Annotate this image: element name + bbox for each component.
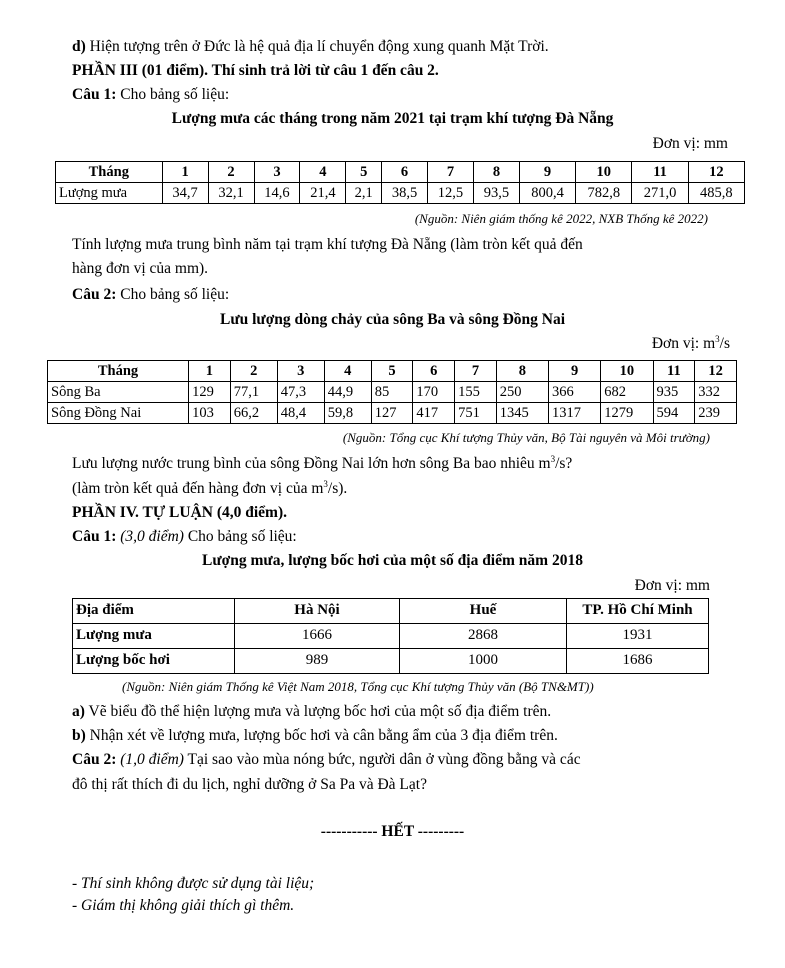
item-d-text: Hiện tượng trên ở Đức là hệ quả địa lí chuyển động xung quanh Mặt Trời.: [85, 38, 549, 55]
end-marker: [0, 823, 785, 841]
essay-question-1: [72, 528, 297, 546]
table3-cell: Lượng mưa: [73, 624, 235, 649]
question-2-ask-suffix: /s?: [555, 455, 573, 472]
table1-cell: 271,0: [632, 183, 688, 204]
table2-header-cell: 6: [413, 361, 455, 382]
task-a-text: Vẽ biểu đồ thể hiện lượng mưa và lượng bốc hơi của một số địa điểm trên.: [84, 703, 552, 720]
table2-cell: 366: [549, 382, 601, 403]
note-1: [72, 875, 314, 893]
table2-cell: 127: [371, 403, 413, 424]
table3-row: [73, 649, 709, 674]
table3-cell: 989: [235, 649, 400, 674]
question-1-ask-line-1: Tính lượng mưa trung bình năm tại trạm khí tượng Đà Nẵng (làm tròn kết quả đến: [72, 236, 583, 253]
table2-title: [0, 311, 785, 329]
item-d-label: d): [72, 38, 86, 55]
note-1-text: - Thí sinh không được sử dụng tài liệu;: [72, 875, 315, 892]
table1-header-cell: 5: [346, 162, 382, 183]
table2-cell: 1345: [496, 403, 548, 424]
table2-cell: 47,3: [277, 382, 324, 403]
table3-header-cell: TP. Hồ Chí Minh: [567, 599, 709, 624]
table1-cell: 21,4: [300, 183, 346, 204]
table2-header-cell: 9: [549, 361, 601, 382]
table1-header-cell: 4: [300, 162, 346, 183]
table2-cell: 417: [413, 403, 455, 424]
table2-unit-text: Đơn vị: m: [651, 335, 716, 352]
essay-question-2-label: Câu 2:: [72, 751, 117, 768]
table2-header-cell: 8: [496, 361, 548, 382]
table3-title: [0, 552, 785, 570]
table2-cell: 751: [455, 403, 497, 424]
table2-header-cell: Tháng: [48, 361, 189, 382]
table2-header-cell: 4: [324, 361, 371, 382]
table1-cell: 782,8: [576, 183, 632, 204]
table1-cell: 14,6: [254, 183, 300, 204]
table3-row: [73, 624, 709, 649]
table2-cell: 77,1: [230, 382, 277, 403]
question-2-ask-line-2: [72, 480, 347, 498]
task-a-label: a): [72, 703, 85, 720]
part4-title: PHẦN IV. TỰ LUẬN (4,0 điểm).: [72, 504, 287, 521]
table1: [55, 161, 745, 204]
table2-unit-sup: 3: [715, 333, 720, 344]
table2-cell: 1317: [549, 403, 601, 424]
table1-cell: 485,8: [688, 183, 744, 204]
table3-header-cell: Hà Nội: [235, 599, 400, 624]
table2-header-cell: 11: [653, 361, 695, 382]
table2-header-cell: 10: [601, 361, 653, 382]
table3-cell: 1931: [567, 624, 709, 649]
table3-header-cell: Địa điểm: [73, 599, 235, 624]
table3: [72, 598, 709, 674]
essay-question-2-line-2: đô thị rất thích đi du lịch, nghỉ dưỡng ở Sa Pa và Đà Lạt?: [72, 776, 427, 793]
table3-cell: 2868: [400, 624, 567, 649]
table2-cell: 332: [695, 382, 737, 403]
essay-question-1-text: Cho bảng số liệu:: [183, 528, 297, 545]
table1-header-cell: 6: [382, 162, 428, 183]
table1-cell: Lượng mưa: [56, 183, 163, 204]
essay-question-1-points: (3,0 điểm): [116, 528, 184, 545]
question-1-label: Câu 1:: [72, 86, 117, 103]
question-2-text: Cho bảng số liệu:: [116, 286, 230, 303]
question-2-ask2-suffix: /s).: [327, 480, 348, 497]
table1-row: [56, 183, 745, 204]
table2-cell: 682: [601, 382, 653, 403]
table2-header-cell: 5: [371, 361, 413, 382]
table2-cell: 48,4: [277, 403, 324, 424]
table2-cell: 44,9: [324, 382, 371, 403]
table2-header-cell: 12: [695, 361, 737, 382]
table1-header-cell: 8: [473, 162, 519, 183]
essay-question-2-text: Tại sao vào mùa nóng bức, người dân ở vùng đồng bằng và các: [183, 751, 581, 768]
table2-cell: 155: [455, 382, 497, 403]
table2-cell: 1279: [601, 403, 653, 424]
table1-header-cell: 3: [254, 162, 300, 183]
question-2-ask2-text: (làm tròn kết quả đến hàng đơn vị của m: [72, 480, 324, 497]
table1-cell: 38,5: [382, 183, 428, 204]
table2-cell: 250: [496, 382, 548, 403]
table1-header-row: [56, 162, 745, 183]
table2-header-cell: 1: [189, 361, 231, 382]
table3-cell: 1000: [400, 649, 567, 674]
table1-header-cell: 7: [428, 162, 474, 183]
question-1-ask-line-2: hàng đơn vị của mm).: [72, 260, 209, 277]
task-b-label: b): [72, 727, 86, 744]
table2-unit: [0, 335, 730, 353]
table1-title-text: Lượng mưa các tháng trong năm 2021 tại trạm khí tượng Đà Nẵng: [171, 110, 614, 127]
table2-cell: Sông Ba: [48, 382, 189, 403]
table1-header-cell: 12: [688, 162, 744, 183]
note-2-text: - Giám thị không giải thích gì thêm.: [72, 897, 295, 914]
table2-cell: 129: [189, 382, 231, 403]
table3-cell: 1686: [567, 649, 709, 674]
table1-header-cell: 11: [632, 162, 688, 183]
end-marker-text: ----------- HẾT ---------: [320, 823, 465, 840]
table2-title-text: Lưu lượng dòng chảy của sông Ba và sông Đồng Nai: [219, 311, 566, 328]
table3-header-row: [73, 599, 709, 624]
question-1: [72, 86, 229, 104]
part4-heading: [72, 504, 287, 522]
question-2-ask-text: Lưu lượng nước trung bình của sông Đồng Nai lớn hơn sông Ba bao nhiêu m: [72, 455, 551, 472]
task-b-text: Nhận xét về lượng mưa, lượng bốc hơi và cân bằng ẩm của 3 địa điểm trên.: [85, 727, 558, 744]
table2-cell: 594: [653, 403, 695, 424]
table1-header-cell: 1: [162, 162, 208, 183]
table2-cell: 103: [189, 403, 231, 424]
table2: [47, 360, 737, 424]
table2-cell: Sông Đồng Nai: [48, 403, 189, 424]
table1-header-cell: 2: [208, 162, 254, 183]
question-2: [72, 286, 229, 304]
table1-cell: 2,1: [346, 183, 382, 204]
table2-cell: 66,2: [230, 403, 277, 424]
table2-cell: 85: [371, 382, 413, 403]
table2-header-row: [48, 361, 737, 382]
table3-header-cell: Huế: [400, 599, 567, 624]
essay-question-2-points: (1,0 điểm): [116, 751, 184, 768]
table1-unit: Đơn vị: mm: [652, 135, 728, 152]
table2-row: [48, 403, 737, 424]
table1-cell: 34,7: [162, 183, 208, 204]
table3-source: (Nguồn: Niên giám Thống kê Việt Nam 2018, Tổng cục Khí tượng Thủy văn (Bộ TN&MT)): [122, 679, 594, 694]
table2-header-cell: 2: [230, 361, 277, 382]
table2-header-cell: 3: [277, 361, 324, 382]
table1-cell: 12,5: [428, 183, 474, 204]
item-d: [72, 38, 549, 56]
table1-title: [0, 110, 785, 128]
table3-title-text: Lượng mưa, lượng bốc hơi của một số địa điểm năm 2018: [202, 552, 583, 569]
table2-source: (Nguồn: Tổng cục Khí tượng Thủy văn, Bộ Tài nguyên và Môi trường): [342, 430, 710, 445]
question-1-text: Cho bảng số liệu:: [116, 86, 230, 103]
table1-header-cell: 10: [576, 162, 632, 183]
table2-cell: 239: [695, 403, 737, 424]
table2-cell: 59,8: [324, 403, 371, 424]
table2-cell: 170: [413, 382, 455, 403]
part3-heading: [72, 62, 439, 80]
note-2: [72, 897, 294, 915]
table2-row: [48, 382, 737, 403]
essay-question-2: [72, 751, 581, 769]
question-2-ask-line-1: [72, 455, 572, 473]
question-2-label: Câu 2:: [72, 286, 117, 303]
table3-cell: 1666: [235, 624, 400, 649]
table1-header-cell: 9: [519, 162, 575, 183]
table1-cell: 800,4: [519, 183, 575, 204]
table2-header-cell: 7: [455, 361, 497, 382]
table2-cell: 935: [653, 382, 695, 403]
table1-cell: 93,5: [473, 183, 519, 204]
question-2-ask2-sup: 3: [323, 478, 328, 489]
table1-source: (Nguồn: Niên giám thống kê 2022, NXB Thống kê 2022): [414, 211, 708, 226]
essay-question-1-label: Câu 1:: [72, 528, 117, 545]
table2-unit-suffix: /s: [719, 335, 730, 352]
table3-cell: Lượng bốc hơi: [73, 649, 235, 674]
task-b: [72, 727, 558, 745]
task-a: [72, 703, 551, 721]
question-2-ask-sup: 3: [550, 453, 556, 464]
table1-cell: 32,1: [208, 183, 254, 204]
table1-header-cell: Tháng: [56, 162, 163, 183]
table3-unit: Đơn vị: mm: [634, 577, 710, 594]
part3-title: PHẦN III (01 điểm). Thí sinh trả lời từ câu 1 đến câu 2.: [72, 62, 439, 79]
